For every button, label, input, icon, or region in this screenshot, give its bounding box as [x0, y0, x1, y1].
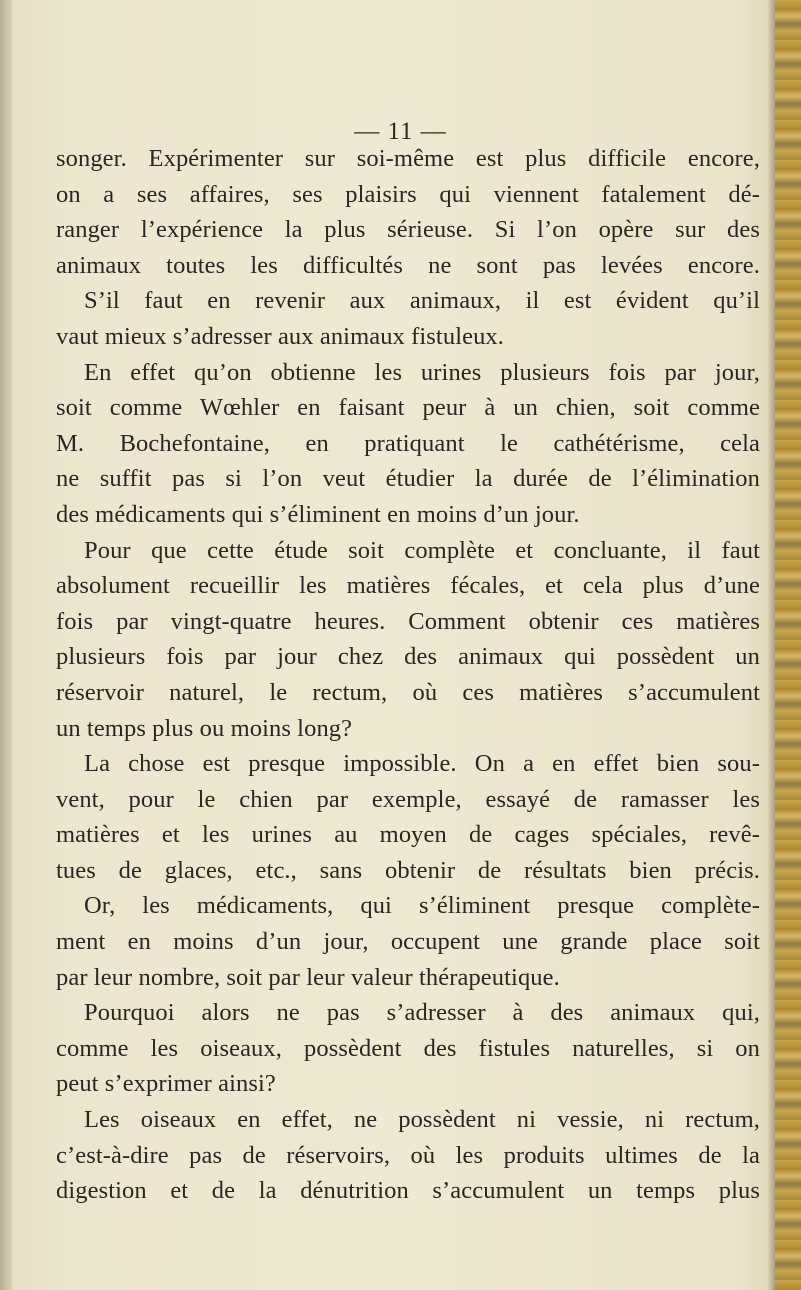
text-line: soit comme Wœhler en faisant peur à un chien, soit comme: [56, 394, 760, 422]
text-line: réservoir naturel, le rectum, où ces matières s’accumulent: [56, 678, 760, 706]
text-line: Pour que cette étude soit complète et concluante, il faut: [84, 536, 760, 564]
text-line: En effet qu’on obtienne les urines plusieurs fois par jour,: [84, 358, 760, 386]
text-line: M. Bochefontaine, en pratiquant le cathétérisme, cela: [56, 429, 760, 457]
body-text: [56, 141, 760, 1209]
text-line: vent, pour le chien par exemple, essayé de ramasser les: [56, 785, 760, 813]
text-line: songer. Expérimenter sur soi-même est plus difficile encore,: [56, 145, 760, 172]
text-line: des médicaments qui s’éliminent en moins d’un jour.: [56, 500, 580, 528]
text-line: plusieurs fois par jour chez des animaux qui possèdent un: [56, 643, 760, 671]
text-line: matières et les urines au moyen de cages spéciales, revê-: [56, 821, 760, 849]
book-binding-edge: [775, 0, 801, 1290]
text-line: un temps plus ou moins long?: [56, 714, 353, 742]
text-line: animaux toutes les difficultés ne sont pas levées encore.: [56, 251, 760, 279]
text-line: ne suffit pas si l’on veut étudier la durée de l’élimination: [56, 465, 760, 493]
page-number: — 11 —: [354, 118, 447, 145]
text-line: ment en moins d’un jour, occupent une grande place soit: [56, 928, 760, 956]
text-line: c’est-à-dire pas de réservoirs, où les produits ultimes de la: [56, 1141, 760, 1169]
text-line: peut s’exprimer ainsi?: [56, 1070, 276, 1098]
page-left-edge: [0, 0, 12, 1290]
text-line: absolument recueillir les matières fécales, et cela plus d’une: [56, 572, 760, 600]
text-line: vaut mieux s’adresser aux animaux fistuleux.: [56, 322, 504, 350]
text-line: par leur nombre, soit par leur valeur thérapeutique.: [56, 963, 560, 991]
text-line: La chose est presque impossible. On a en effet bien sou-: [84, 750, 760, 778]
text-line: Les oiseaux en effet, ne possèdent ni vessie, ni rectum,: [84, 1106, 760, 1134]
text-line: on a ses affaires, ses plaisirs qui viennent fatalement dé-: [56, 180, 760, 208]
text-line: Or, les médicaments, qui s’éliminent presque complète-: [84, 892, 760, 920]
text-line: fois par vingt-quatre heures. Comment obtenir ces matières: [56, 607, 760, 635]
text-line: comme les oiseaux, possèdent des fistules naturelles, si on: [56, 1034, 760, 1062]
text-line: ranger l’expérience la plus sérieuse. Si l’on opère sur des: [56, 216, 760, 244]
text-line: S’il faut en revenir aux animaux, il est évident qu’il: [84, 287, 760, 315]
text-line: digestion et de la dénutrition s’accumulent un temps plus: [56, 1177, 760, 1205]
text-line: tues de glaces, etc., sans obtenir de résultats bien précis.: [56, 856, 760, 884]
text-line: Pourquoi alors ne pas s’adresser à des animaux qui,: [84, 999, 760, 1027]
